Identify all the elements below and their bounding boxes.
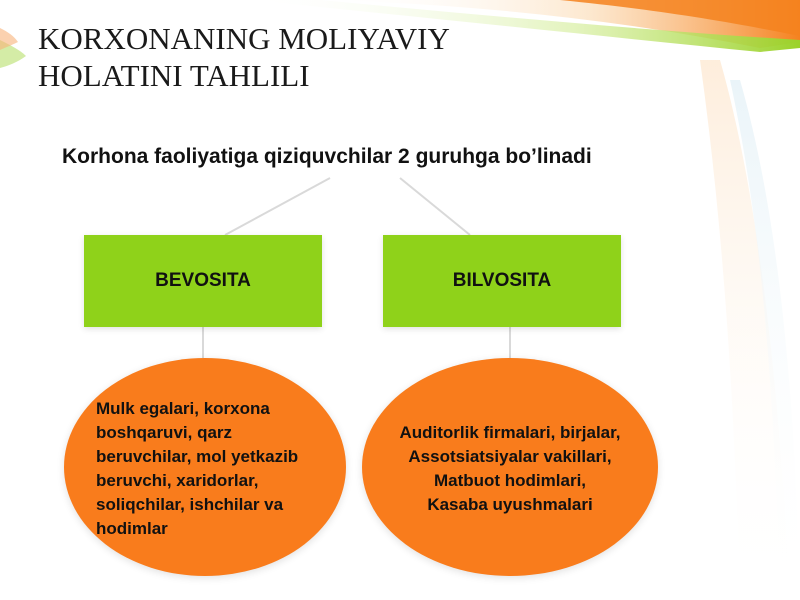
description-line: Mulk egalari, korxona bbox=[96, 399, 270, 418]
description-line: beruvchi, xaridorlar, bbox=[96, 471, 259, 490]
group-description-bilvosita bbox=[370, 421, 650, 517]
description-line: hodimlar bbox=[96, 519, 168, 538]
slide-subtitle: Korhona faoliyatiga qiziquvchilar 2 guruhga bo’linadi bbox=[62, 145, 592, 168]
description-line: beruvchilar, mol yetkazib bbox=[96, 447, 299, 466]
slide-title-line-1: KORXONANING MOLIYAVIY bbox=[38, 21, 450, 56]
description-line: Matbuot hodimlari, bbox=[433, 471, 587, 490]
description-line: boshqaruvi, qarz bbox=[96, 423, 233, 442]
connector-root-left bbox=[225, 178, 330, 235]
connector-root-right bbox=[400, 178, 470, 235]
group-box-bilvosita bbox=[383, 235, 621, 327]
description-line: Kasaba uyushmalari bbox=[427, 495, 593, 514]
description-line: soliqchilar, ishchilar va bbox=[96, 495, 284, 514]
group-description-bevosita bbox=[96, 397, 336, 541]
description-line: Assotsiatsiyalar vakillari, bbox=[408, 447, 612, 466]
group-label-bilvosita: BILVOSITA bbox=[452, 270, 552, 291]
group-label-bevosita: BEVOSITA bbox=[155, 270, 251, 291]
slide-title-line-2: HOLATINI TAHLILI bbox=[38, 58, 310, 93]
group-box-bevosita bbox=[84, 235, 322, 327]
description-line: Auditorlik firmalari, birjalar, bbox=[399, 423, 621, 442]
